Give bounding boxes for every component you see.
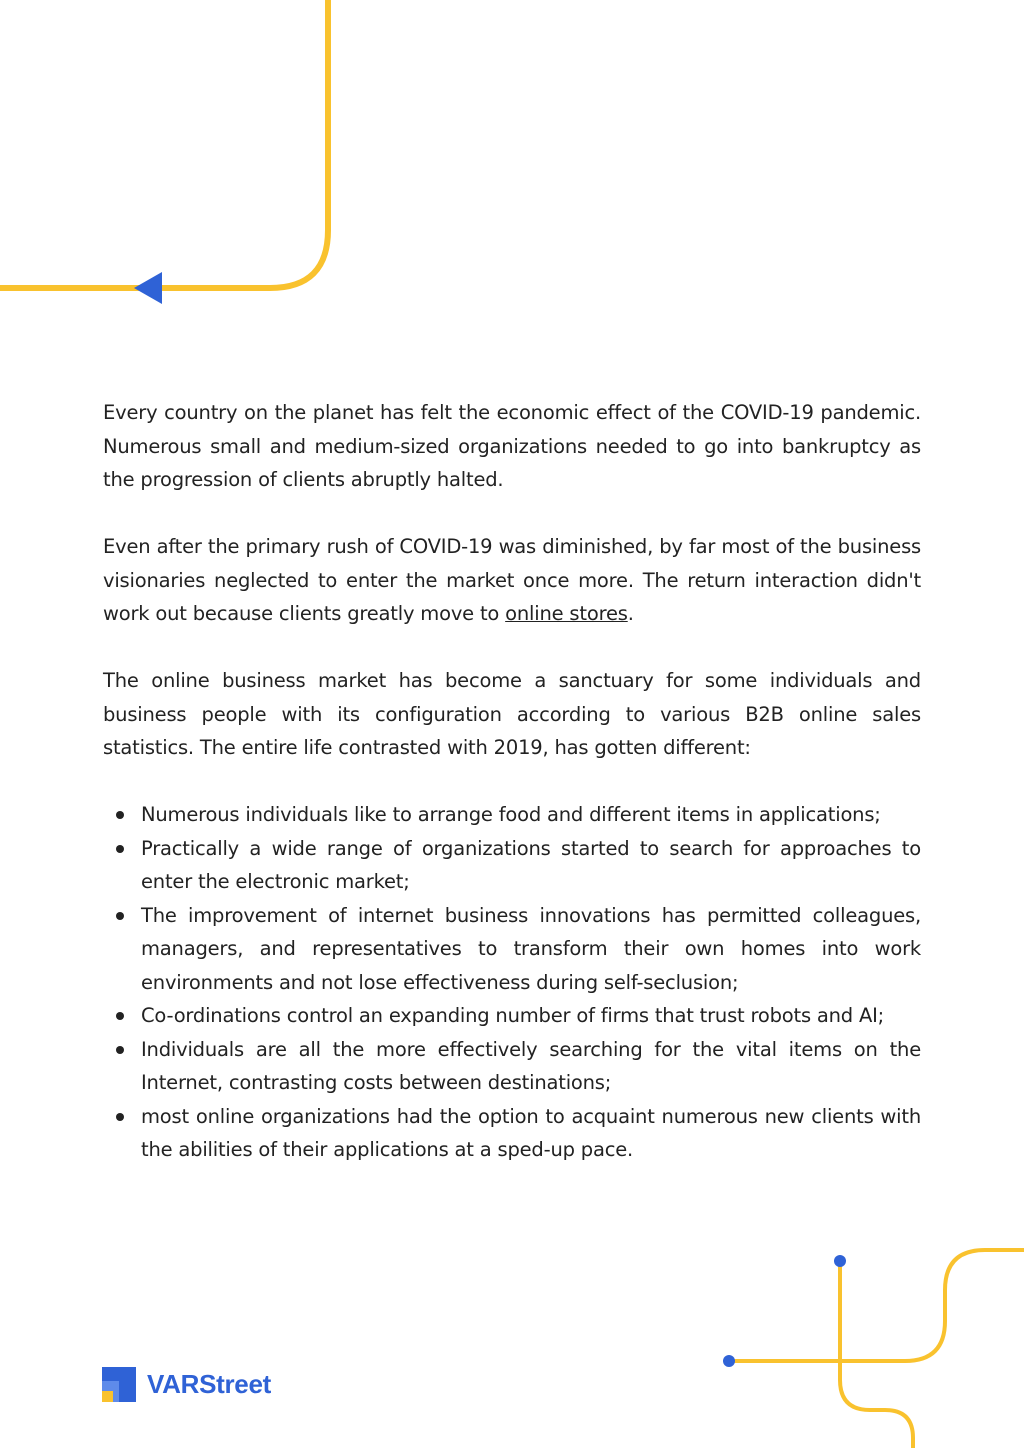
bottom-horizontal-line xyxy=(730,1250,1024,1361)
blue-dot-top xyxy=(834,1255,846,1267)
varstreet-logo-mark-icon xyxy=(102,1367,136,1402)
list-item-text: Co-ordinations control an expanding number of firms that trust robots and AI; xyxy=(141,1004,885,1027)
paragraph-2 xyxy=(103,530,921,631)
bullet-list xyxy=(103,798,921,1167)
left-arrow-icon xyxy=(134,272,162,304)
paragraph-3-text: The online business market has become a sanctuary for some individuals and business people with its configuration according to various B2B online sales statistics. The entire life contrasted with 2019, has gotten different: xyxy=(103,669,921,759)
bullet-icon xyxy=(116,912,124,920)
bullet-icon xyxy=(116,1113,124,1121)
list-item xyxy=(103,1100,921,1167)
bullet-icon xyxy=(116,811,124,819)
list-item-text: Individuals are all the more effectively searching for the vital items on the Internet, contrasting costs between destinations; xyxy=(141,1037,921,1094)
article-body xyxy=(103,396,921,1167)
paragraph-1-text: Every country on the planet has felt the economic effect of the COVID-19 pandemic. Numerous small and medium-sized organizations needed to go into bankruptcy as the progression of clients abruptly halted. xyxy=(103,401,921,491)
list-item xyxy=(103,832,921,899)
list-item-text: Numerous individuals like to arrange food and different items in applications; xyxy=(141,803,881,826)
bullet-icon xyxy=(116,845,124,853)
list-item-text: The improvement of internet business innovations has permitted colleagues, managers, and representatives to transform their own homes into work environments and not lose effectiveness during self-seclusion; xyxy=(141,903,921,994)
list-item xyxy=(103,999,921,1033)
list-item xyxy=(103,899,921,1000)
bullet-icon xyxy=(116,1012,124,1020)
list-item xyxy=(103,1033,921,1100)
blue-dot-left xyxy=(723,1355,735,1367)
bottom-vertical-line xyxy=(840,1262,913,1448)
list-item-text: most online organizations had the option to acquaint numerous new clients with the abilities of their applications at a sped-up pace. xyxy=(141,1104,921,1161)
paragraph-3 xyxy=(103,664,921,765)
online-stores-link[interactable]: online stores xyxy=(505,602,628,625)
bullet-icon xyxy=(116,1046,124,1054)
top-corner-line xyxy=(0,0,328,288)
logo-text: VARStreet xyxy=(147,1369,271,1399)
list-item-text: Practically a wide range of organizations started to search for approaches to enter the electronic market; xyxy=(141,836,921,893)
paragraph-2-text: Even after the primary rush of COVID-19 was diminished, by far most of the business visionaries neglected to enter the market once more. The return interaction didn't work out because clients greatly move to xyxy=(103,535,921,625)
paragraph-1 xyxy=(103,396,921,497)
list-item xyxy=(103,798,921,832)
paragraph-2-end: . xyxy=(627,602,634,625)
varstreet-logo xyxy=(102,1367,271,1402)
